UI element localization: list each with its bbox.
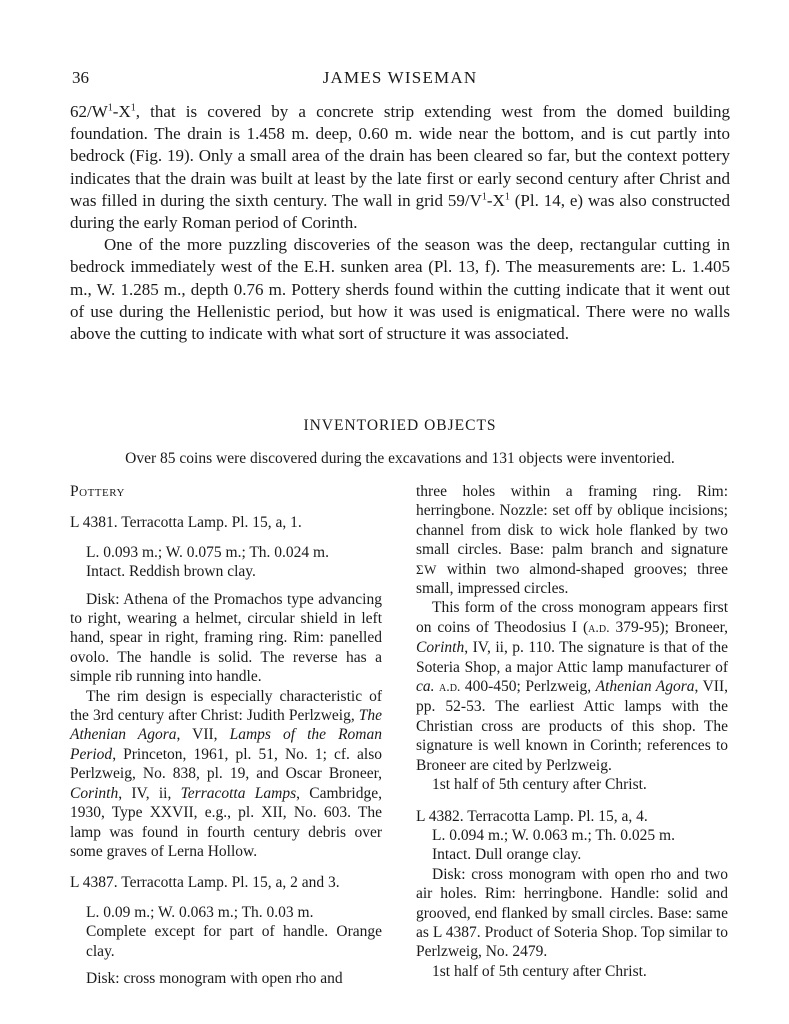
page-number: 36: [72, 68, 89, 87]
entry-title-l4387: L 4387. Terracotta Lamp. Pl. 15, a, 2 and 3.: [70, 874, 340, 892]
entry-title-l4381: L 4381. Terracotta Lamp. Pl. 15, a, 1.: [70, 514, 302, 532]
entry-note-l4387: This form of the cross monogram appears first on coins of Theodosius I (a.d. 379-95); Broneer, Corinth, IV, ii, p. 110. The signature is that of the Soteria Shop, a major Attic lamp manufacturer of ca. a.d. 400-450; Perlzweig, Athenian Agora, VII, pp. 52-53. The earliest Attic lamps with the Christian cross are products of this shop. The signature is well known in Corinth; references to Broneer are cited by Perlzweig.: [416, 599, 728, 774]
section-heading: INVENTORIED OBJECTS: [303, 417, 497, 434]
entry-condition-l4381: Intact. Reddish brown clay.: [86, 563, 256, 581]
soteria-signature-glyph: ΣW: [416, 561, 437, 577]
entry-description-l4387-continued: three holes within a framing ring. Rim: herringbone. Nozzle: set off by oblique incisions; channel from disk to wick hole flanked by two small circles. Base: palm branch and signature ΣW within two almond-shaped grooves; three small, impressed circles.: [416, 483, 728, 598]
entry-note-l4381: The rim design is especially characteristic of the 3rd century after Christ: Judith Perlzweig, The Athenian Agora, VII, Lamps of the Roman Period, Princeton, 1961, pl. 51, No. 1; cf. also Perlzweig, No. 838, pl. 19, and Oscar Broneer, Corinth, IV, ii, Terracotta Lamps, Cambridge, 1930, Type XXVII, e.g., pl. XII, No. 603. The lamp was found in fourth century debris over some graves of Lerna Hollow.: [70, 687, 382, 860]
paragraph-drain: $62/W^1-X^1$, that is covered by a concrete strip extending west from the domed building foundation. The drain is 1.458 m. deep, 0.60 m. wide near the bottom, and is cut partly into bedrock (Fig. 19). Only a small area of the drain has been cleared so far, but the context pottery indicates that the drain was built at least by the late first or early second century after Christ and was filled in during the sixth century. The wall in grid $59/V^1-X^1$ (Pl. 14, e) was also constructed during the early Roman period of Corinth.: [70, 102, 731, 233]
catalog-right-column: [416, 482, 728, 981]
entry-measurements-l4382: L. 0.094 m.; W. 0.063 m.; Th. 0.025 m.: [432, 826, 675, 844]
catalog-left-column: [70, 482, 382, 988]
running-header: [70, 68, 730, 92]
running-title: JAMES WISEMAN: [322, 68, 478, 87]
entry-date-l4382: 1st half of 5th century after Christ.: [432, 962, 647, 980]
section-intro: Over 85 coins were discovered during the excavations and 131 objects were inventoried.: [125, 450, 675, 467]
pottery-subheading: Pottery: [70, 483, 125, 500]
entry-condition-l4387: Complete except for part of handle. Orange clay.: [86, 923, 382, 960]
entry-condition-l4382: Intact. Dull orange clay.: [432, 846, 582, 864]
entry-measurements-l4387: L. 0.09 m.; W. 0.063 m.; Th. 0.03 m.: [86, 903, 314, 921]
entry-description-l4382: Disk: cross monogram with open rho and two air holes. Rim: herringbone. Handle: solid and grooved, end flanked by small circles. Base: same as L 4387. Product of Soteria Shop. Top similar to Perlzweig, No. 2479.: [416, 865, 728, 961]
body-text: [70, 101, 730, 345]
entry-description-l4381: Disk: Athena of the Promachos type advancing to right, wearing a helmet, circular shield in left hand, spear in right, framing ring. Rim: panelled ovolo. The handle is solid. The reverse has a simple rib running into handle.: [70, 590, 382, 686]
entry-title-l4382: L 4382. Terracotta Lamp. Pl. 15, a, 4.: [416, 807, 648, 825]
entry-date-l4387: 1st half of 5th century after Christ.: [432, 776, 647, 794]
entry-measurements-l4381: L. 0.093 m.; W. 0.075 m.; Th. 0.024 m.: [86, 543, 329, 561]
entry-description-l4387: Disk: cross monogram with open rho and: [86, 969, 343, 987]
paragraph-cutting: One of the more puzzling discoveries of the season was the deep, rectangular cutting in bedrock immediately west of the E.H. sunken area (Pl. 13, f). The measurements are: L. 1.405 m., W. 1.285 m., depth 0.76 m. Pottery sherds found within the cutting indicate that it went out of use during the Hellenistic period, but how it was used is enigmatical. There were no walls above the cutting to indicate with what sort of structure it was associated.: [70, 235, 730, 344]
